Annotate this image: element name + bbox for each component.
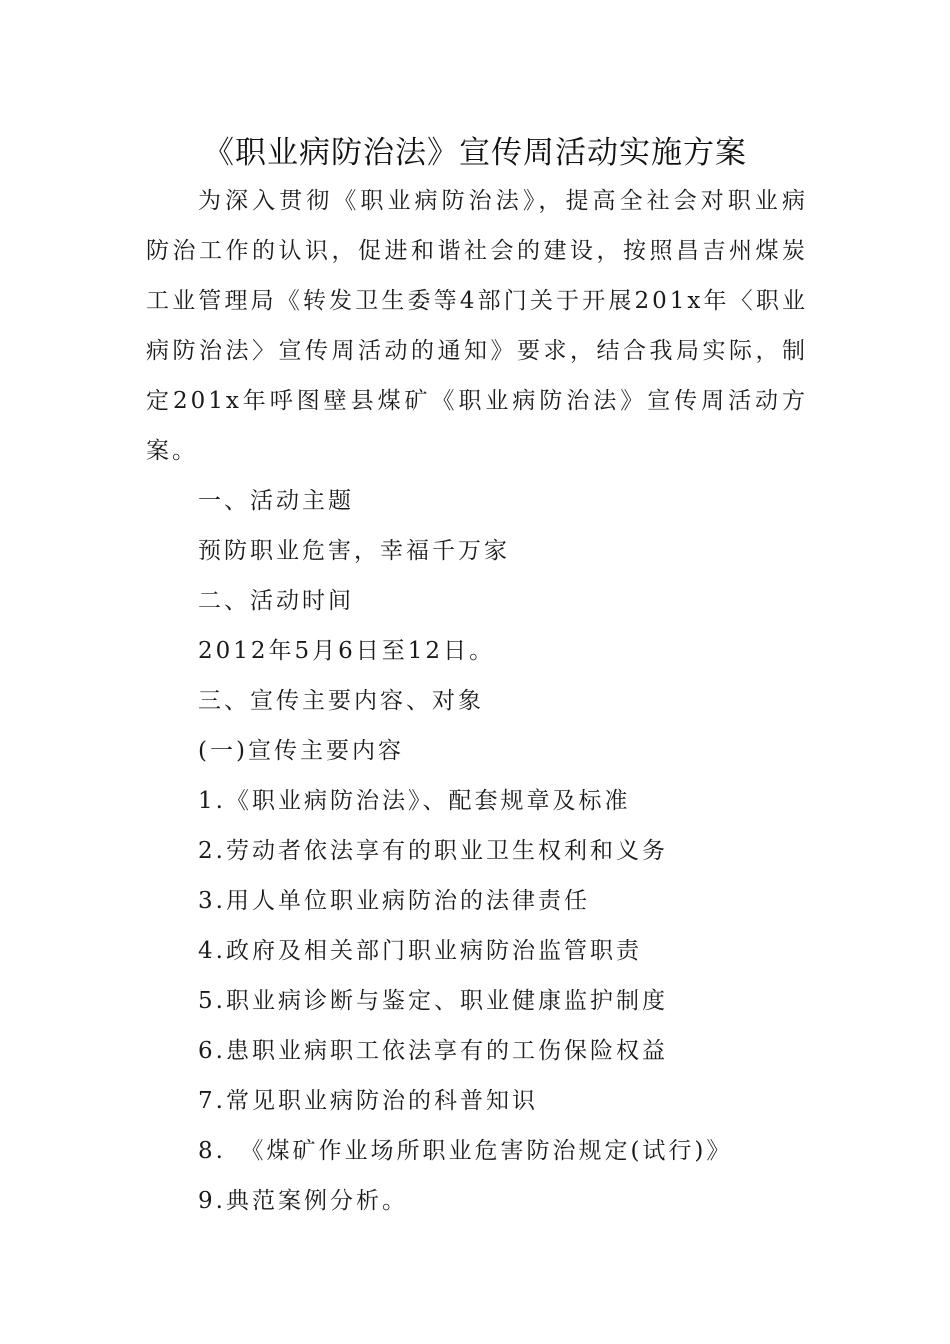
list-item: 3.用人单位职业病防治的法律责任 [198,888,590,914]
subsection-heading-content: (一)宣传主要内容 [198,738,404,764]
intro-paragraph: 为深入贯彻《职业病防治法》，提高全社会对职业病防治工作的认识，促进和谐社会的建设，按照昌吉州煤炭工业管理局《转发卫生委等4部门关于开展201x年〈职业病防治法〉宣传周活动的通知》要求，结合我局实际，制定201x年呼图壁县煤矿《职业病防治法》宣传周活动方案。 [146,188,808,464]
document-title: 《职业病防治法》宣传周活动实施方案 [203,135,747,171]
list-item: 6.患职业病职工依法享有的工伤保险权益 [198,1038,668,1064]
theme-text: 预防职业危害，幸福千万家 [198,538,510,564]
document-body [146,176,808,1226]
list-item: 8. 《煤矿作业场所职业危害防治规定(试行)》 [198,1138,733,1164]
list-item: 1.《职业病防治法》、配套规章及标准 [198,788,631,814]
list-item: 9.典范案例分析。 [198,1188,408,1214]
list-item: 4.政府及相关部门职业病防治监管职责 [198,938,642,964]
section-heading-time: 二、活动时间 [198,588,354,614]
list-item: 7.常见职业病防治的科普知识 [198,1088,538,1114]
section-heading-theme: 一、活动主题 [198,488,354,514]
list-item: 2.劳动者依法享有的职业卫生权利和义务 [198,838,668,864]
list-item: 5.职业病诊断与鉴定、职业健康监护制度 [198,988,668,1014]
section-heading-content: 三、宣传主要内容、对象 [198,688,484,714]
time-text: 2012年5月6日至12日。 [198,638,496,664]
